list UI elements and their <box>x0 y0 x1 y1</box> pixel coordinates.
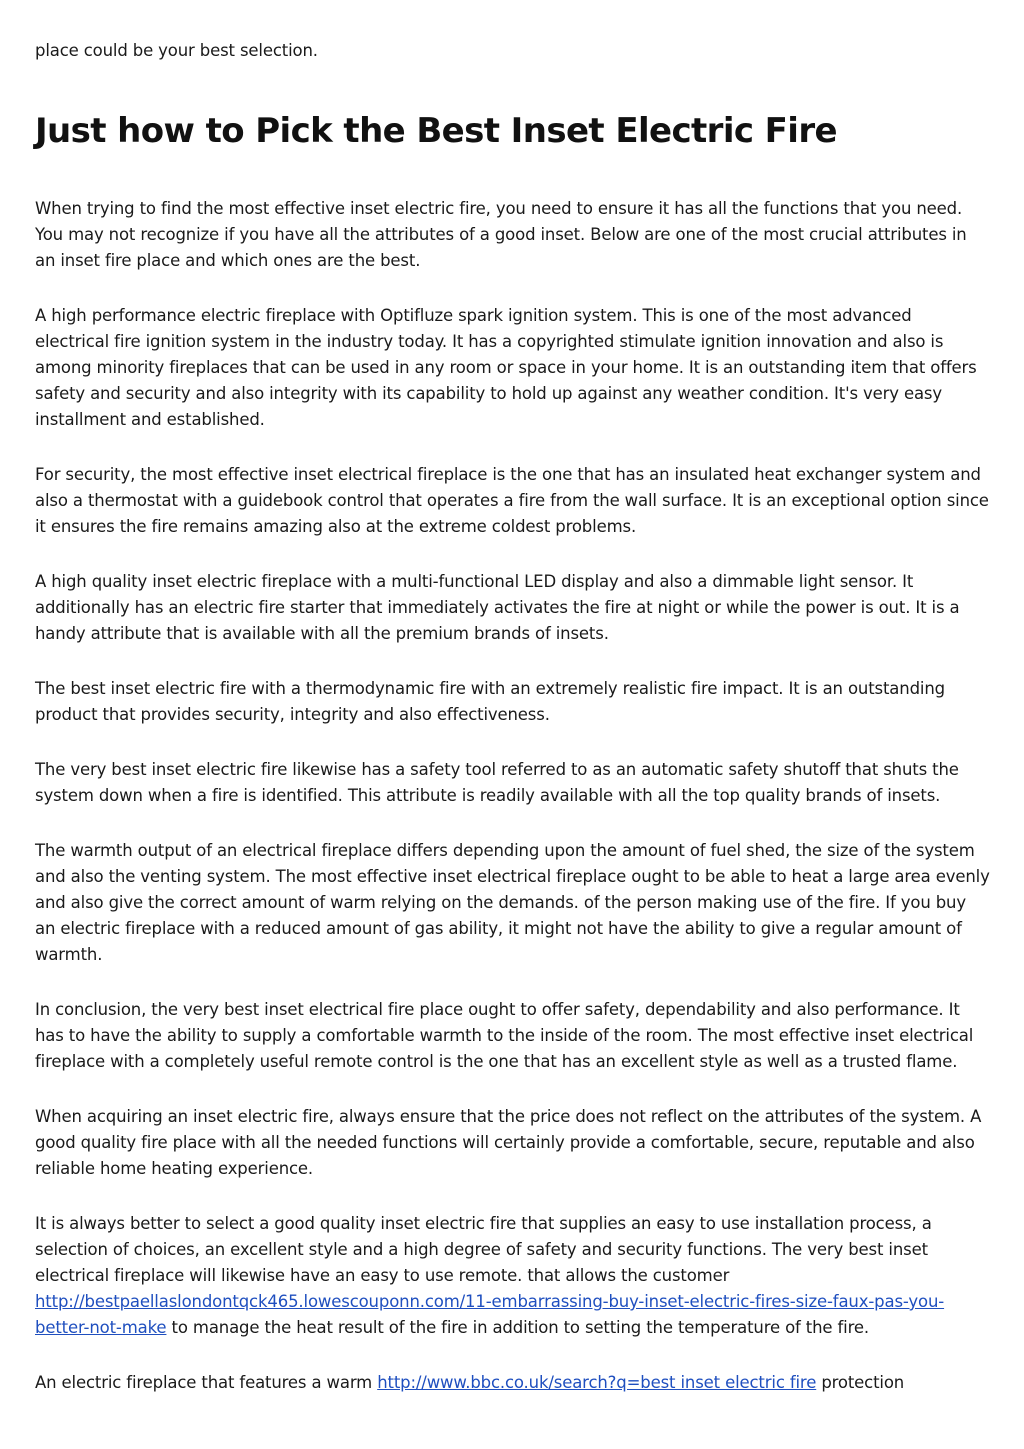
paragraph-1: When trying to find the most effective inset electric fire, you need to ensure it has all the functions that you need. You may not recognize if you have all the attributes of a good inset. Below are one of the most crucial attributes in an inset fire place and which ones are the best. <box>35 199 967 270</box>
paragraph-11-before: An electric fireplace that features a warm <box>35 1373 378 1392</box>
paragraph-8: In conclusion, the very best inset electrical fire place ought to offer safety, dependability and also performance. It has to have the ability to supply a comfortable warmth to the inside of the room. The most effective inset electrical fireplace with a completely useful remote control is the one that has an excellent style as well as a trusted flame. <box>35 1000 974 1071</box>
paragraph-4: A high quality inset electric fireplace with a multi-functional LED display and also a dimmable light sensor. It additionally has an electric fire starter that immediately activates the fire at night or while the power is out. It is a handy attribute that is available with all the premium brands of insets. <box>35 572 960 643</box>
paragraph-11 <box>35 1370 990 1396</box>
intro-fragment: place could be your best selection. <box>35 41 318 60</box>
paragraph-9: When acquiring an inset electric fire, always ensure that the price does not reflect on the attributes of the system. A good quality fire place with all the needed functions will certainly provide a comfortable, secure, reputable and also reliable home heating experience. <box>35 1107 982 1178</box>
document-page <box>35 38 990 1396</box>
remote-guide-link[interactable]: http://bestpaellaslondontqck465.lowescouponn.com/11-embarrassing-buy-inset-electric-fires-size-faux-pas-you-better-not-make <box>35 1292 945 1337</box>
paragraph-3: For security, the most effective inset electrical fireplace is the one that has an insulated heat exchanger system and also a thermostat with a guidebook control that operates a fire from the wall surface. It is an exceptional option since it ensures the fire remains amazing also at the extreme coldest problems. <box>35 465 989 536</box>
paragraph-5: The best inset electric fire with a thermodynamic fire with an extremely realistic fire impact. It is an outstanding product that provides security, integrity and also effectiveness. <box>35 679 945 724</box>
paragraph-10-after: to manage the heat result of the fire in addition to setting the temperature of the fire. <box>166 1318 869 1337</box>
paragraph-7: The warmth output of an electrical fireplace differs depending upon the amount of fuel shed, the size of the system and also the venting system. The most effective inset electrical fireplace ought to be able to heat a large area evenly and also give the correct amount of warm relying on the demands. of the person making use of the fire. If you buy an electric fireplace with a reduced amount of gas ability, it might not have the ability to give a regular amount of warmth. <box>35 841 990 964</box>
paragraph-2: A high performance electric fireplace with Optifluze spark ignition system. This is one of the most advanced electrical fire ignition system in the industry today. It has a copyrighted stimulate ignition innovation and also is among minority fireplaces that can be used in any room or space in your home. It is an outstanding item that offers safety and security and also integrity with its capability to hold up against any weather condition. It's very easy installment and established. <box>35 306 977 429</box>
paragraph-10-before: It is always better to select a good quality inset electric fire that supplies an easy to use installation process, a selection of choices, an excellent style and a high degree of safety and security functions. The very best inset electrical fireplace will likewise have an easy to use remote. that allows the customer <box>35 1214 932 1285</box>
paragraph-6: The very best inset electric fire likewise has a safety tool referred to as an automatic safety shutoff that shuts the system down when a fire is identified. This attribute is readily available with all the top quality brands of insets. <box>35 760 959 805</box>
bbc-search-link[interactable]: http://www.bbc.co.uk/search?q=best inset electric fire <box>377 1373 817 1392</box>
paragraph-10 <box>35 1211 990 1341</box>
article-heading: Just how to Pick the Best Inset Electric Fire <box>35 111 837 151</box>
paragraph-11-after: protection <box>816 1373 905 1392</box>
